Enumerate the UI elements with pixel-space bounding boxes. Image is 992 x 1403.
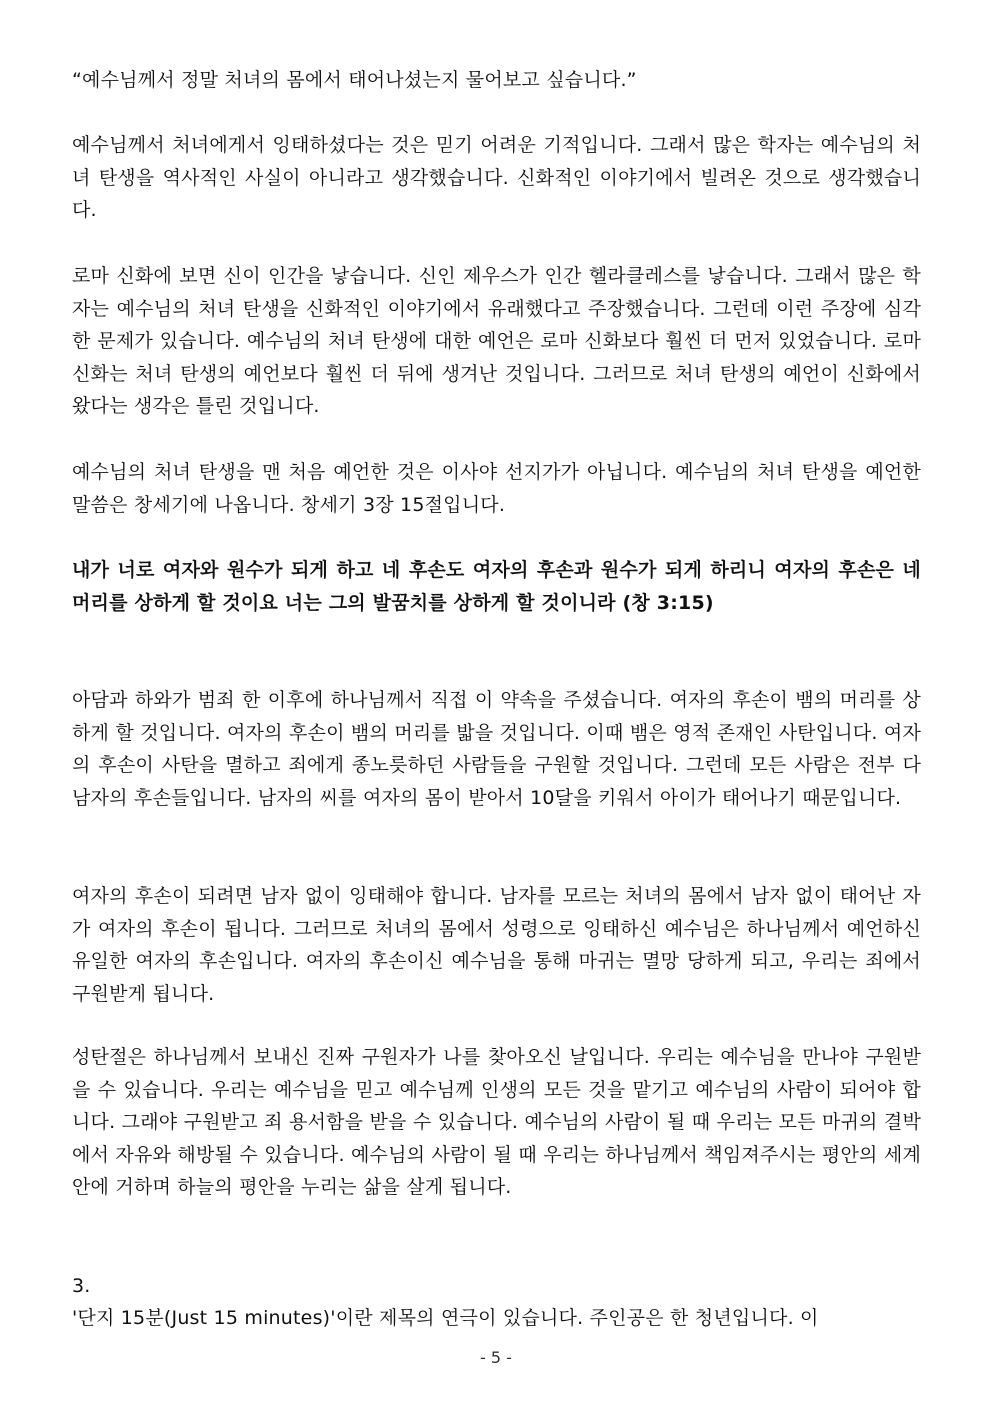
section-number: 3. (72, 1275, 91, 1297)
paragraph-genesis-prophecy: 예수님의 처녀 탄생을 맨 처음 예언한 것은 이사야 선지가가 아닙니다. 예수님의 처녀 탄생을 예언한 말씀은 창세기에 나옵니다. 창세기 3장 15절입니다. (72, 461, 921, 516)
paragraph-seed-of-woman: 여자의 후손이 되려면 남자 없이 잉태해야 합니다. 남자를 모르는 처녀의 몸에서 남자 없이 태어난 자가 여자의 후손이 됩니다. 그러므로 처녀의 몸에서 성령으로 잉태하신 예수님은 하나님께서 예언하신 유일한 여자의 후손입니다. 여자의 후손이신 예수님을 통해 마귀는 멸망 당하게 되고, 우리는 죄에서 구원받게 됩니다. (72, 885, 921, 1005)
scripture-quote-genesis-3-15: 내가 너로 여자와 원수가 되게 하고 네 후손도 여자의 후손과 원수가 되게 하리니 여자의 후손은 네 머리를 상하게 할 것이요 너는 그의 발꿈치를 상하게 할 것이니라 (창 3:15) (72, 559, 921, 614)
page-number: - 5 - (480, 1348, 512, 1367)
paragraph-virgin-birth-miracle: 예수님께서 처녀에게서 잉태하셨다는 것은 믿기 어려운 기적입니다. 그래서 많은 학자는 예수님의 처녀 탄생을 역사적인 사실이 아니라고 생각했습니다. 신화적인 이야기에서 빌려온 것으로 생각했습니다. (72, 134, 921, 222)
paragraph-just-15-minutes: '단지 15분(Just 15 minutes)'이란 제목의 연극이 있습니다. 주인공은 한 청년입니다. 이 (72, 1307, 819, 1329)
paragraph-roman-mythology: 로마 신화에 보면 신이 인간을 낳습니다. 신인 제우스가 인간 헬라클레스를 낳습니다. 그래서 많은 학자는 예수님의 처녀 탄생을 신화적인 이야기에서 유래했다고 주장했습니다. 그런데 이런 주장에 심각한 문제가 있습니다. 예수님의 처녀 탄생에 대한 예언은 로마 신화보다 훨씬 더 먼저 있었습니다. 로마 신화는 처녀 탄생의 예언보다 훨씬 더 뒤에 생겨난 것입니다. 그러므로 처녀 탄생의 예언이 신화에서 왔다는 생각은 틀린 것입니다. (72, 265, 921, 418)
paragraph-quote-question: “예수님께서 정말 처녀의 몸에서 태어나셨는지 물어보고 싶습니다.” (72, 69, 637, 91)
paragraph-adam-eve-promise: 아담과 하와가 범죄 한 이후에 하나님께서 직접 이 약속을 주셨습니다. 여자의 후손이 뱀의 머리를 상하게 할 것입니다. 여자의 후손이 뱀의 머리를 밟을 것입니다. 이때 뱀은 영적 존재인 사탄입니다. 여자의 후손이 사탄을 멸하고 죄에게 종노릇하던 사람들을 구원할 것입니다. 그런데 모든 사람은 전부 다 남자의 후손들입니다. 남자의 씨를 여자의 몸이 받아서 10달을 키워서 아이가 태어나기 때문입니다. (72, 689, 921, 809)
paragraph-christmas-savior: 성탄절은 하나님께서 보내신 진짜 구원자가 나를 찾아오신 날입니다. 우리는 예수님을 만나야 구원받을 수 있습니다. 우리는 예수님을 믿고 예수님께 인생의 모든 것을 맡기고 예수님의 사람이 되어야 합니다. 그래야 구원받고 죄 용서함을 받을 수 있습니다. 예수님의 사람이 될 때 우리는 모든 마귀의 결박에서 자유와 해방될 수 있습니다. 예수님의 사람이 될 때 우리는 하나님께서 책임져주시는 평안의 세계 안에 거하며 하늘의 평안을 누리는 삶을 살게 됩니다. (72, 1046, 921, 1199)
